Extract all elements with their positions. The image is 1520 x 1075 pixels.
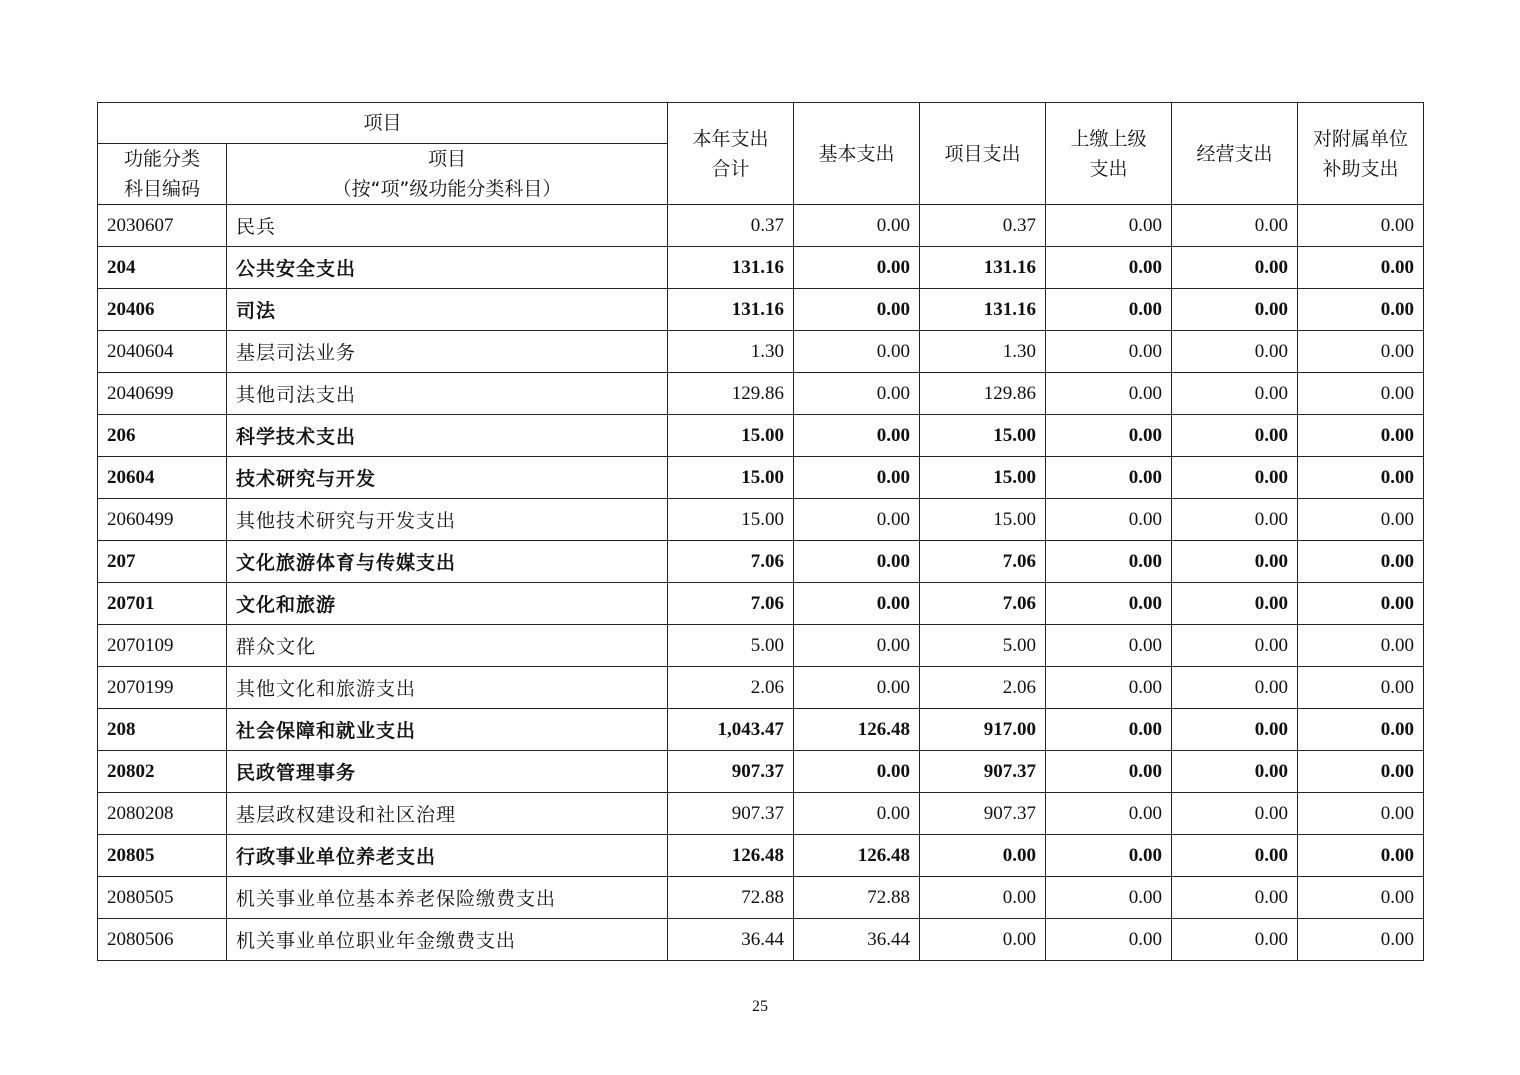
- table-row: [98, 499, 1424, 541]
- cell-upper: 0.00: [1046, 457, 1172, 499]
- cell-total: 36.44: [668, 919, 794, 961]
- cell-subsidy: 0.00: [1298, 205, 1424, 247]
- cell-project: 129.86: [920, 373, 1046, 415]
- header-project: 项目支出: [920, 103, 1046, 205]
- cell-basic: 0.00: [794, 793, 920, 835]
- header-name-line1: 项目: [428, 148, 467, 170]
- cell-project: 907.37: [920, 751, 1046, 793]
- cell-basic: 0.00: [794, 751, 920, 793]
- cell-subsidy: 0.00: [1298, 499, 1424, 541]
- cell-subsidy: 0.00: [1298, 625, 1424, 667]
- cell-business: 0.00: [1172, 583, 1298, 625]
- cell-project: 0.00: [920, 919, 1046, 961]
- cell-total: 131.16: [668, 247, 794, 289]
- table-row: [98, 625, 1424, 667]
- cell-subsidy: 0.00: [1298, 247, 1424, 289]
- cell-code: 207: [98, 541, 227, 583]
- cell-upper: 0.00: [1046, 667, 1172, 709]
- cell-code: 20406: [98, 289, 227, 331]
- header-upper-line2: 支出: [1089, 157, 1128, 180]
- table-body: [98, 205, 1424, 961]
- cell-name: 其他技术研究与开发支出: [227, 499, 668, 541]
- cell-basic: 0.00: [794, 205, 920, 247]
- cell-project: 15.00: [920, 499, 1046, 541]
- cell-total: 72.88: [668, 877, 794, 919]
- cell-code: 204: [98, 247, 227, 289]
- cell-code: 20802: [98, 751, 227, 793]
- cell-total: 126.48: [668, 835, 794, 877]
- cell-name: 民兵: [227, 205, 668, 247]
- cell-business: 0.00: [1172, 667, 1298, 709]
- cell-project: 917.00: [920, 709, 1046, 751]
- table-row: [98, 331, 1424, 373]
- cell-upper: 0.00: [1046, 625, 1172, 667]
- cell-project: 0.37: [920, 205, 1046, 247]
- header-name: [227, 144, 668, 205]
- cell-subsidy: 0.00: [1298, 541, 1424, 583]
- page-number: 25: [752, 998, 768, 1015]
- cell-project: 7.06: [920, 541, 1046, 583]
- cell-project: 0.00: [920, 835, 1046, 877]
- cell-total: 15.00: [668, 415, 794, 457]
- cell-upper: 0.00: [1046, 373, 1172, 415]
- cell-upper: 0.00: [1046, 919, 1172, 961]
- table-row: [98, 373, 1424, 415]
- header-upper-line1: 上缴上级: [1070, 127, 1147, 150]
- cell-total: 907.37: [668, 793, 794, 835]
- cell-business: 0.00: [1172, 331, 1298, 373]
- cell-subsidy: 0.00: [1298, 331, 1424, 373]
- cell-basic: 0.00: [794, 583, 920, 625]
- cell-code: 206: [98, 415, 227, 457]
- cell-upper: 0.00: [1046, 709, 1172, 751]
- cell-total: 129.86: [668, 373, 794, 415]
- cell-basic: 36.44: [794, 919, 920, 961]
- cell-subsidy: 0.00: [1298, 415, 1424, 457]
- cell-name: 文化旅游体育与传媒支出: [227, 541, 668, 583]
- header-total: [668, 103, 794, 205]
- cell-subsidy: 0.00: [1298, 289, 1424, 331]
- cell-project: 15.00: [920, 415, 1046, 457]
- cell-code: 2060499: [98, 499, 227, 541]
- cell-code: 2070199: [98, 667, 227, 709]
- table-row: [98, 835, 1424, 877]
- cell-subsidy: 0.00: [1298, 877, 1424, 919]
- cell-upper: 0.00: [1046, 499, 1172, 541]
- table-row: [98, 877, 1424, 919]
- cell-project: 5.00: [920, 625, 1046, 667]
- cell-name: 基层司法业务: [227, 331, 668, 373]
- cell-business: 0.00: [1172, 751, 1298, 793]
- cell-subsidy: 0.00: [1298, 457, 1424, 499]
- cell-name: 群众文化: [227, 625, 668, 667]
- cell-project: 7.06: [920, 583, 1046, 625]
- cell-name: 文化和旅游: [227, 583, 668, 625]
- cell-business: 0.00: [1172, 289, 1298, 331]
- cell-basic: 0.00: [794, 415, 920, 457]
- header-basic: 基本支出: [794, 103, 920, 205]
- cell-total: 5.00: [668, 625, 794, 667]
- cell-name: 行政事业单位养老支出: [227, 835, 668, 877]
- table-row: [98, 247, 1424, 289]
- cell-upper: 0.00: [1046, 835, 1172, 877]
- cell-name: 基层政权建设和社区治理: [227, 793, 668, 835]
- table-row: [98, 583, 1424, 625]
- table-row: [98, 415, 1424, 457]
- cell-business: 0.00: [1172, 205, 1298, 247]
- cell-project: 15.00: [920, 457, 1046, 499]
- cell-upper: 0.00: [1046, 583, 1172, 625]
- cell-name: 科学技术支出: [227, 415, 668, 457]
- cell-total: 1,043.47: [668, 709, 794, 751]
- cell-name: 机关事业单位基本养老保险缴费支出: [227, 877, 668, 919]
- header-code-line2: 科目编码: [123, 178, 200, 200]
- cell-name: 民政管理事务: [227, 751, 668, 793]
- cell-business: 0.00: [1172, 499, 1298, 541]
- cell-name: 其他文化和旅游支出: [227, 667, 668, 709]
- cell-name: 公共安全支出: [227, 247, 668, 289]
- cell-subsidy: 0.00: [1298, 667, 1424, 709]
- table-row: [98, 919, 1424, 961]
- cell-total: 15.00: [668, 499, 794, 541]
- cell-code: 2080505: [98, 877, 227, 919]
- cell-upper: 0.00: [1046, 331, 1172, 373]
- cell-basic: 0.00: [794, 667, 920, 709]
- cell-business: 0.00: [1172, 793, 1298, 835]
- table-row: [98, 541, 1424, 583]
- cell-business: 0.00: [1172, 709, 1298, 751]
- cell-code: 2030607: [98, 205, 227, 247]
- cell-basic: 126.48: [794, 709, 920, 751]
- cell-business: 0.00: [1172, 835, 1298, 877]
- cell-basic: 0.00: [794, 457, 920, 499]
- cell-upper: 0.00: [1046, 541, 1172, 583]
- cell-business: 0.00: [1172, 415, 1298, 457]
- cell-total: 0.37: [668, 205, 794, 247]
- cell-total: 15.00: [668, 457, 794, 499]
- cell-total: 131.16: [668, 289, 794, 331]
- header-subsidy: [1298, 103, 1424, 205]
- cell-project: 1.30: [920, 331, 1046, 373]
- cell-subsidy: 0.00: [1298, 919, 1424, 961]
- cell-code: 2040604: [98, 331, 227, 373]
- header-business: 经营支出: [1172, 103, 1298, 205]
- cell-total: 1.30: [668, 331, 794, 373]
- header-item: 项目: [98, 103, 668, 144]
- cell-name: 机关事业单位职业年金缴费支出: [227, 919, 668, 961]
- cell-name: 其他司法支出: [227, 373, 668, 415]
- cell-basic: 0.00: [794, 289, 920, 331]
- cell-project: 131.16: [920, 289, 1046, 331]
- cell-upper: 0.00: [1046, 247, 1172, 289]
- cell-basic: 126.48: [794, 835, 920, 877]
- cell-business: 0.00: [1172, 541, 1298, 583]
- cell-business: 0.00: [1172, 625, 1298, 667]
- table-row: [98, 667, 1424, 709]
- cell-code: 2080506: [98, 919, 227, 961]
- cell-subsidy: 0.00: [1298, 373, 1424, 415]
- cell-upper: 0.00: [1046, 793, 1172, 835]
- cell-upper: 0.00: [1046, 289, 1172, 331]
- cell-business: 0.00: [1172, 373, 1298, 415]
- table-row: [98, 205, 1424, 247]
- cell-basic: 0.00: [794, 247, 920, 289]
- cell-basic: 0.00: [794, 331, 920, 373]
- cell-total: 7.06: [668, 541, 794, 583]
- cell-upper: 0.00: [1046, 751, 1172, 793]
- cell-name: 技术研究与开发: [227, 457, 668, 499]
- header-subsidy-line1: 对附属单位: [1313, 127, 1409, 150]
- cell-basic: 0.00: [794, 541, 920, 583]
- table-header: [98, 103, 1424, 205]
- cell-business: 0.00: [1172, 877, 1298, 919]
- table-row: [98, 457, 1424, 499]
- cell-basic: 72.88: [794, 877, 920, 919]
- cell-project: 0.00: [920, 877, 1046, 919]
- cell-code: 208: [98, 709, 227, 751]
- cell-basic: 0.00: [794, 499, 920, 541]
- cell-code: 2040699: [98, 373, 227, 415]
- cell-code: 20604: [98, 457, 227, 499]
- cell-code: 20805: [98, 835, 227, 877]
- cell-code: 20701: [98, 583, 227, 625]
- cell-basic: 0.00: [794, 625, 920, 667]
- header-code-line1: 功能分类: [123, 148, 200, 170]
- header-name-line2: （按“项”级功能分类科目）: [332, 178, 562, 200]
- header-code: [98, 144, 227, 205]
- cell-code: 2080208: [98, 793, 227, 835]
- header-subsidy-line2: 补助支出: [1322, 157, 1399, 180]
- cell-subsidy: 0.00: [1298, 751, 1424, 793]
- cell-subsidy: 0.00: [1298, 835, 1424, 877]
- cell-subsidy: 0.00: [1298, 793, 1424, 835]
- cell-total: 907.37: [668, 751, 794, 793]
- cell-upper: 0.00: [1046, 205, 1172, 247]
- table-row: [98, 709, 1424, 751]
- cell-business: 0.00: [1172, 457, 1298, 499]
- header-total-line1: 本年支出: [692, 127, 769, 150]
- cell-name: 司法: [227, 289, 668, 331]
- cell-total: 2.06: [668, 667, 794, 709]
- cell-code: 2070109: [98, 625, 227, 667]
- expenditure-table: [97, 102, 1424, 961]
- table-row: [98, 751, 1424, 793]
- cell-name: 社会保障和就业支出: [227, 709, 668, 751]
- cell-subsidy: 0.00: [1298, 709, 1424, 751]
- cell-project: 2.06: [920, 667, 1046, 709]
- cell-project: 131.16: [920, 247, 1046, 289]
- cell-total: 7.06: [668, 583, 794, 625]
- table-row: [98, 289, 1424, 331]
- cell-subsidy: 0.00: [1298, 583, 1424, 625]
- cell-upper: 0.00: [1046, 877, 1172, 919]
- cell-basic: 0.00: [794, 373, 920, 415]
- cell-business: 0.00: [1172, 919, 1298, 961]
- table-row: [98, 793, 1424, 835]
- header-total-line2: 合计: [711, 157, 750, 180]
- cell-upper: 0.00: [1046, 415, 1172, 457]
- cell-project: 907.37: [920, 793, 1046, 835]
- cell-business: 0.00: [1172, 247, 1298, 289]
- header-upper: [1046, 103, 1172, 205]
